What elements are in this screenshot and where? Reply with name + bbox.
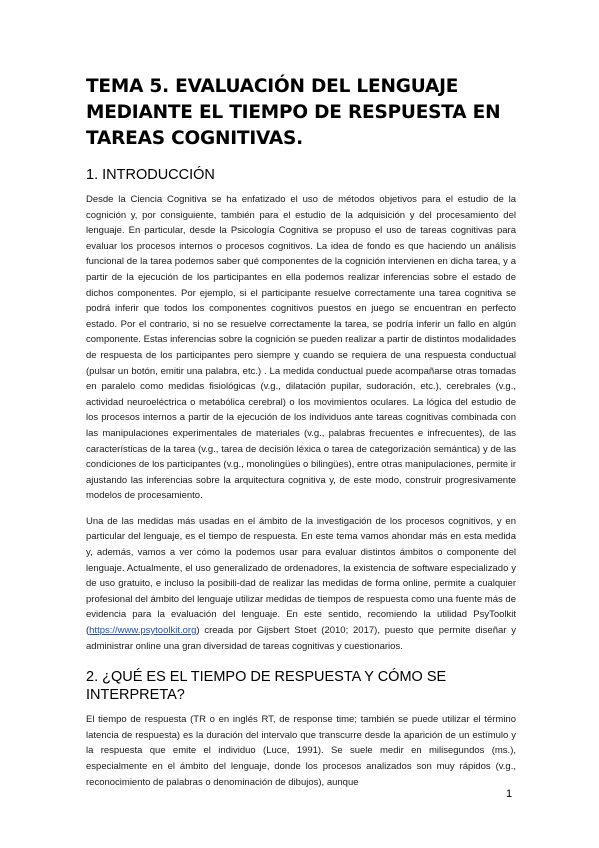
paragraph-intro-2-text-b: ) creada por Gijsbert Stoet (2010; 2017), puesto que permite diseñar y administrar online una gran diversidad de tareas cognitivas y cuestionarios. xyxy=(86,625,516,652)
psytoolkit-link[interactable]: https://www.psytoolkit.org xyxy=(89,625,197,637)
document-page xyxy=(86,74,516,800)
document-title: TEMA 5. EVALUACIÓN DEL LENGUAJE MEDIANTE EL TIEMPO DE RESPUESTA EN TAREAS COGNITIVAS. xyxy=(86,76,501,149)
paragraph-intro-2 xyxy=(86,514,516,654)
section-heading-tiempo-respuesta: 2. ¿QUÉ ES EL TIEMPO DE RESPUESTA Y CÓMO SE INTERPRETA? xyxy=(86,669,447,704)
paragraph-intro-2-text-a: Una de las medidas más usadas en el ámbito de la investigación de los procesos cognitivos, y en particular del lenguaje, es el tiempo de respuesta. En este tema vamos ahondar más en esta medida y, además, vamos a ver cómo la podemos usar para evaluar distintos ámbitos o componente del lenguaje. Actualmente, el uso generalizado de ordenadores, la existencia de software especializado y de uso gratuito, e incluso la posibili-dad de realizar las medidas de forma online, permite a cualquier profesional del ámbito del lenguaje utilizar medidas de tiempos de respuesta como una fuente más de evidencia para la evaluación del lenguaje. En este sentido, recomiendo la utilidad PsyToolkit ( xyxy=(86,515,516,637)
paragraph-tiempo-respuesta-1: El tiempo de respuesta (TR o en inglés RT, de response time; también se puede utilizar el término latencia de respuesta) es la duración del intervalo que transcurre desde la aparición de un estímulo y la respuesta que emite el individuo (Luce, 1991). Se suele medir en milisegundos (ms.), especialmente en el ámbito del lenguaje, donde los procesos analizados son muy rápidos (v.g., reconocimiento de palabras o denominación de dibujos), aunque xyxy=(86,714,516,788)
page-number: 1 xyxy=(506,788,513,800)
section-heading-introduccion: 1. INTRODUCCIÓN xyxy=(86,167,215,183)
paragraph-intro-1: Desde la Ciencia Cognitiva se ha enfatizado el uso de métodos objetivos para el estudio de la cognición y, por consiguiente, también para el estudio de la adquisición y del procesamiento del lenguaje. En particular, desde la Psicología Cognitiva se propuso el uso de tareas cognitivas para evaluar los procesos internos o procesos cognitivos. La idea de fondo es que haciendo un análisis funcional de la tarea podemos saber qué componentes de la cognición intervienen en dicha tarea, y a partir de la ejecución de los participantes en ella podemos realizar inferencias sobre el estado de dichos componentes. Por ejemplo, si el participante resuelve correctamente una tarea cognitiva se podrá inferir que todos los componentes cognitivos puestos en juego se encuentran en perfecto estado. Por el contrario, si no se resuelve correctamente la tarea, se podría inferir un fallo en algún componente. Estas inferencias sobre la cognición se pueden realizar a partir de distintos modalidades de respuesta de los participantes pero siempre y cuando se requiera de una respuesta conductual (pulsar un botón, emitir una palabra, etc.) . La medida conductual puede acompañarse otras tomadas en paralelo como medidas fisiológicas (v.g., dilatación pupilar, sudoración, etc.), cerebrales (v.g., actividad neuroeléctrica o metabólica cerebral) o los movimientos oculares. La lógica del estudio de los procesos internos a partir de la ejecución de los individuos ante tareas cognitivas combinada con las manipulaciones experimentales de materiales (v.g., palabras frecuentes e infrecuentes), de las características de la tarea (v.g., tarea de decisión léxica o tarea de categorización semántica) y de las condiciones de los participantes (v.g., monolingües o bilingües), entre otras manipulaciones, permite ir ajustando las inferencias sobre la arquitectura cognitiva y, de este modo, construir progresivamente modelos de procesamiento. xyxy=(86,194,516,502)
